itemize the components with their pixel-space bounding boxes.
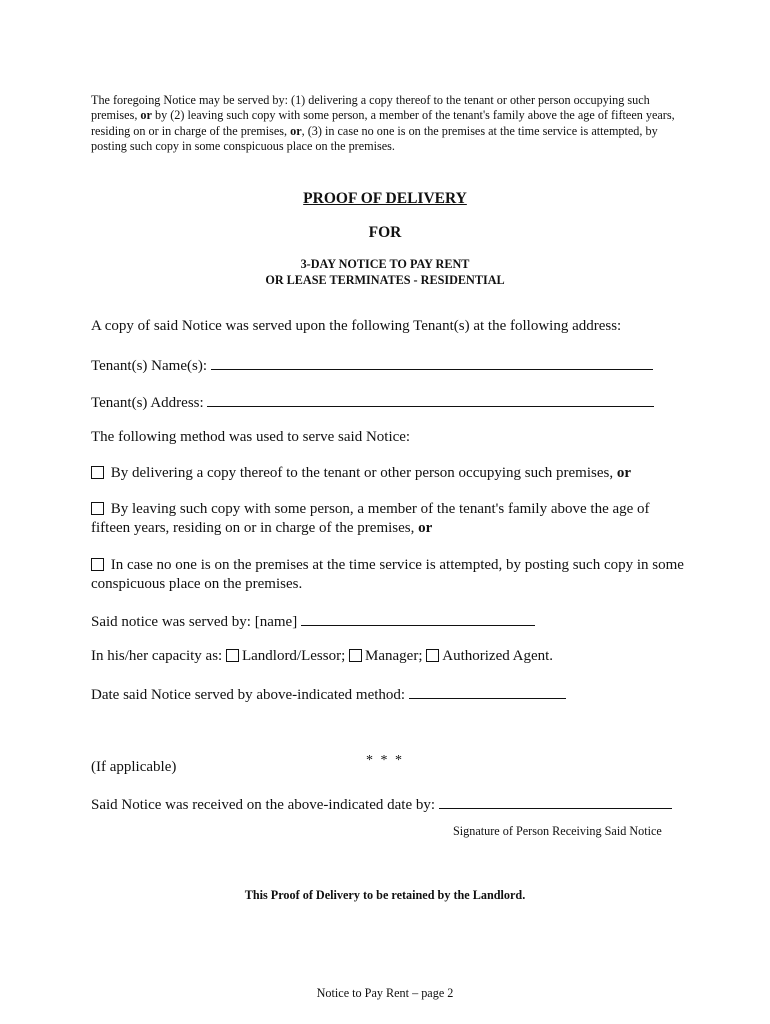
method-option-2 (91, 500, 691, 538)
method-2-text: By leaving such copy with some person, a member of the tenant's family above the age of fifteen years, residing on or in charge of the premises, (91, 501, 650, 536)
signature-field[interactable] (439, 794, 672, 809)
separator-stars: * * * (366, 753, 404, 768)
page-footer: Notice to Pay Rent – page 2 (316, 986, 454, 1001)
intro-part-1: The foregoing Notice may be served by: (1) delivering a copy thereof to the tenant or other person occupying such premises, (91, 93, 650, 123)
method-intro: The following method was used to serve said Notice: (91, 429, 411, 445)
method-3-text: In case no one is on the premises at the time service is attempted, by posting such copy in some conspicuous place on the premises. (91, 557, 684, 592)
agent-label: Authorized Agent. (442, 648, 554, 664)
tenant-address-field[interactable] (207, 392, 654, 407)
subtitle-line-2: OR LEASE TERMINATES - RESIDENTIAL (265, 273, 505, 287)
manager-label: Manager; (365, 648, 423, 664)
intro-part-2: by (2) leaving such copy with some person, a member of the tenant's family above the age of fifteen years, residing on or in charge of the premises, (91, 108, 675, 138)
tenant-address-row (91, 392, 654, 412)
retained-note: This Proof of Delivery to be retained by the Landlord. (244, 888, 526, 902)
served-by-row (91, 611, 535, 631)
capacity-row (91, 648, 553, 665)
intro-part-3: , (3) in case no one is on the premises at the time service is attempted, by posting such copy in some conspicuous place on the premises. (91, 123, 658, 154)
tenant-name-field[interactable] (211, 355, 653, 370)
agent-checkbox[interactable] (426, 649, 439, 662)
landlord-label: Landlord/Lessor; (241, 648, 346, 664)
manager-checkbox[interactable] (349, 649, 362, 662)
tenant-address-label: Tenant(s) Address: (91, 395, 204, 411)
capacity-label: In his/her capacity as: (91, 648, 223, 664)
signature-caption: Signature of Person Receiving Said Notice (453, 824, 662, 839)
served-by-label: Said notice was served by: [name] (91, 614, 298, 630)
method-1-text: By delivering a copy thereof to the tenant or other person occupying such premises, (110, 465, 617, 481)
intro-or-2: or (290, 123, 302, 138)
method-option-3 (91, 556, 691, 594)
method-option-1 (91, 464, 691, 483)
if-applicable: (If applicable) (91, 759, 177, 775)
method-3-checkbox[interactable] (91, 558, 104, 571)
intro-paragraph (91, 93, 691, 155)
method-1-or: or (616, 465, 632, 481)
served-by-field[interactable] (301, 611, 535, 626)
method-2-checkbox[interactable] (91, 502, 104, 515)
heading-for: FOR (368, 224, 402, 241)
date-label: Date said Notice served by above-indicated method: (91, 687, 406, 703)
tenant-name-label: Tenant(s) Name(s): (91, 358, 207, 374)
received-row (91, 794, 672, 814)
date-field[interactable] (409, 684, 566, 699)
date-row (91, 684, 566, 704)
received-label: Said Notice was received on the above-indicated date by: (91, 797, 436, 813)
served-upon-text: A copy of said Notice was served upon the following Tenant(s) at the following address: (91, 318, 622, 334)
page-title: PROOF OF DELIVERY (303, 190, 467, 207)
landlord-checkbox[interactable] (226, 649, 239, 662)
method-1-checkbox[interactable] (91, 466, 104, 479)
method-2-or: or (418, 520, 433, 536)
intro-or-1: or (140, 108, 152, 123)
subtitle-line-1: 3-DAY NOTICE TO PAY RENT (300, 257, 470, 271)
tenant-name-row (91, 355, 653, 375)
